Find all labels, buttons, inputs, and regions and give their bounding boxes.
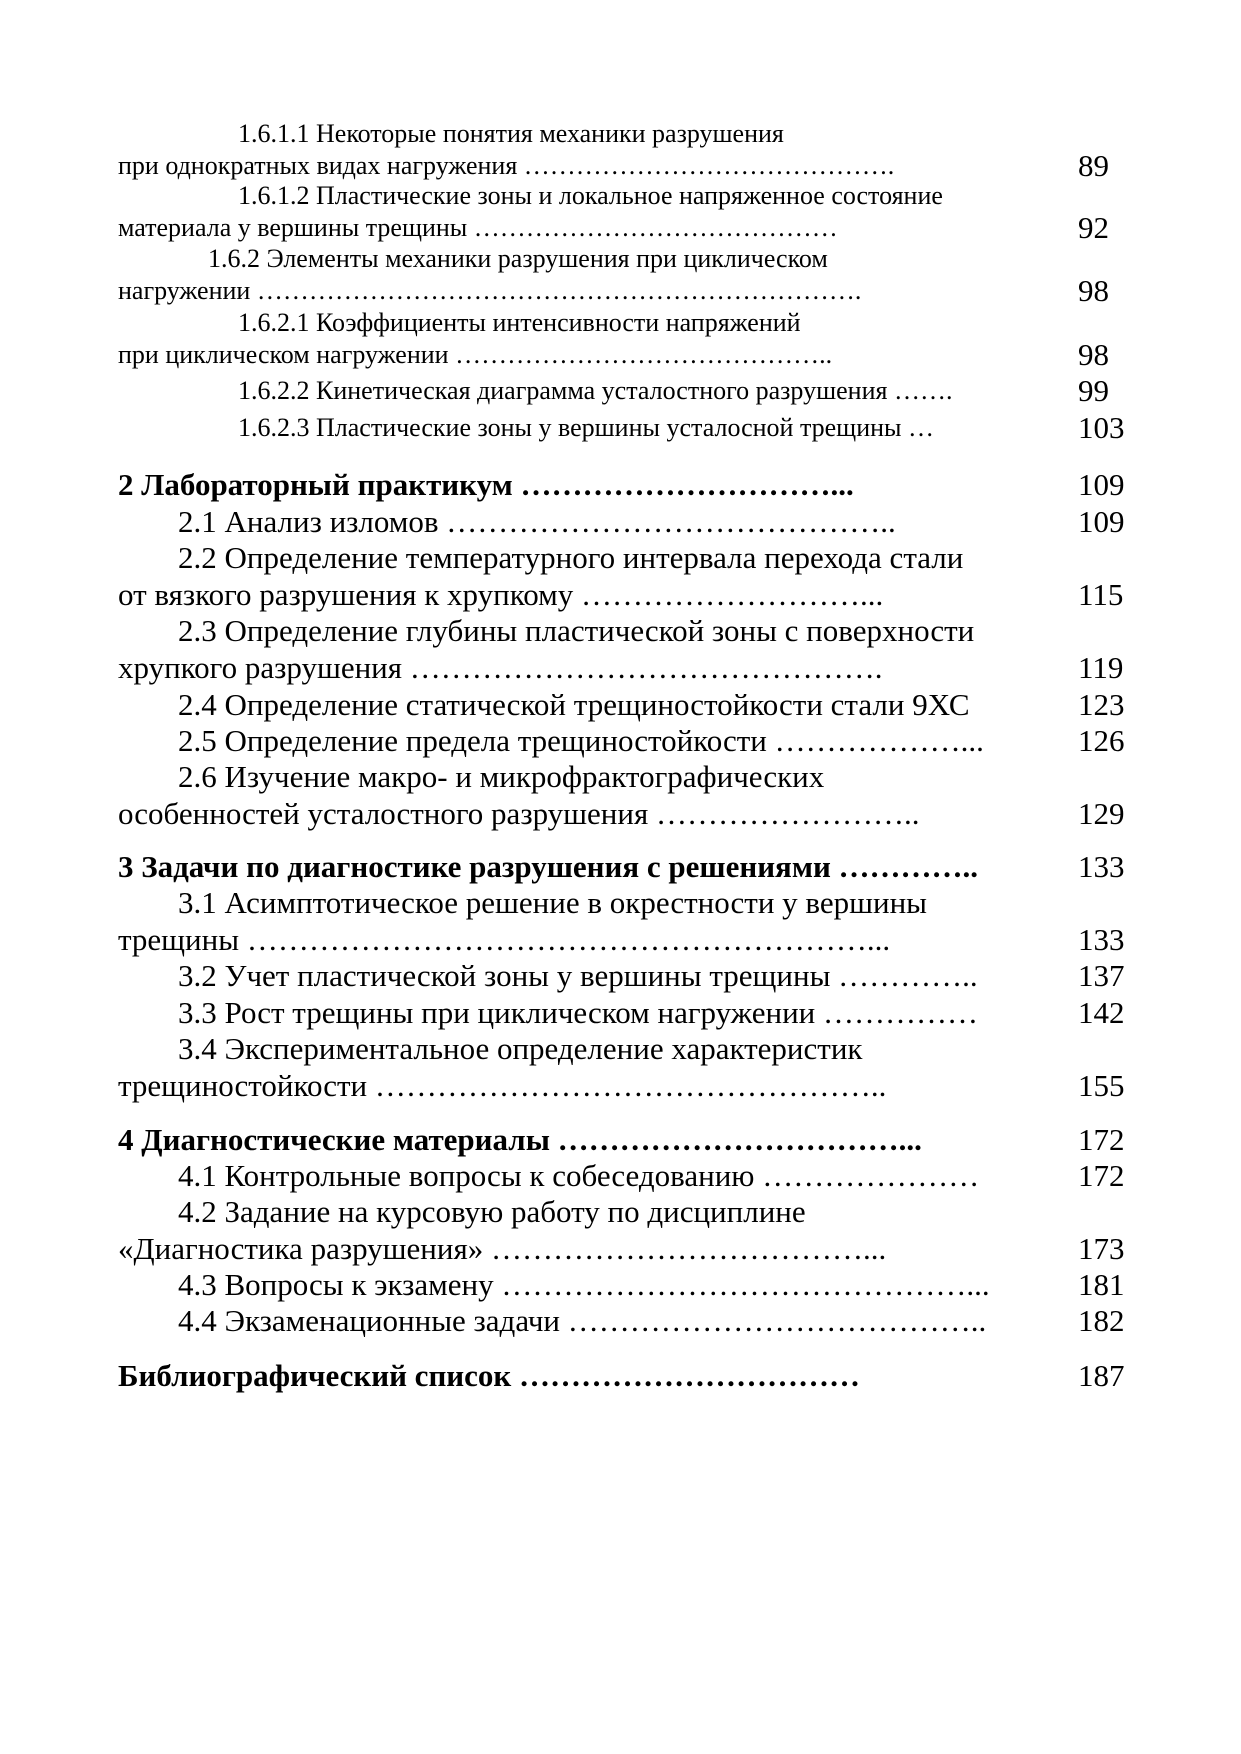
- toc-entry: [118, 612, 1128, 686]
- toc-page-number: 123: [1078, 687, 1125, 722]
- toc-chapter-text: 4 Диагностические материалы ……………………………...: [118, 1122, 922, 1157]
- toc-entry-text: «Диагностика разрушения» ………………………………...: [118, 1231, 887, 1266]
- toc-entry-text: хрупкого разрушения ……………………………………….: [118, 650, 883, 685]
- toc-entry-text: 1.6.1.1 Некоторые понятия механики разрушения: [238, 119, 784, 148]
- toc-entry: [118, 884, 1128, 958]
- toc-entry-text: 3.4 Экспериментальное определение характеристик: [178, 1031, 863, 1066]
- toc-page-number: 172: [1078, 1122, 1125, 1157]
- toc-page-number: 119: [1078, 650, 1124, 685]
- toc-entry-text: 1.6.2.2 Кинетическая диаграмма усталостного разрушения …….: [238, 376, 953, 405]
- toc-entry: [118, 118, 1128, 182]
- toc-chapter: [118, 848, 1128, 885]
- toc-chapter: [118, 466, 1128, 503]
- toc-entry-text: 3.1 Асимптотическое решение в окрестности у вершины: [178, 885, 928, 920]
- toc-page-number: 109: [1078, 504, 1125, 539]
- toc-page-number: 129: [1078, 796, 1125, 831]
- toc-page-number: 155: [1078, 1068, 1125, 1103]
- toc-entry-text: при циклическом нагружении ……………………………………..: [118, 340, 833, 369]
- toc-entry: [118, 412, 1128, 444]
- toc-page-number: 98: [1078, 273, 1109, 308]
- toc-entry-text: 1.6.2.3 Пластические зоны у вершины усталосной трещины …: [238, 413, 934, 442]
- toc-page-number: 98: [1078, 337, 1109, 372]
- toc-entry-text: 2.1 Анализ изломов ……………………………………..: [178, 504, 896, 539]
- toc-entry-text: 1.6.2 Элементы механики разрушения при циклическом: [208, 244, 828, 273]
- toc-entry: [118, 1266, 1128, 1303]
- toc-entry: [118, 758, 1128, 832]
- toc-entry-text: материала у вершины трещины ……………………………………: [118, 213, 838, 242]
- toc-page-number: 89: [1078, 148, 1109, 183]
- toc-entry-text: при однократных видах нагружения …………………………………….: [118, 151, 895, 180]
- toc-entry: [118, 539, 1128, 613]
- toc-page-number: 187: [1078, 1358, 1125, 1393]
- toc-entry-text: 4.3 Вопросы к экзамену ………………………………………...: [178, 1267, 990, 1302]
- toc-page-number: 142: [1078, 995, 1125, 1030]
- toc-entry-text: 2.2 Определение температурного интервала перехода стали: [178, 540, 964, 575]
- toc-entry-text: 4.4 Экзаменационные задачи …………………………………..: [178, 1303, 987, 1338]
- toc-entry: [118, 1193, 1128, 1267]
- toc-page-number: 181: [1078, 1267, 1125, 1302]
- toc-entry-text: 2.5 Определение предела трещиностойкости ………………...: [178, 723, 984, 758]
- toc-chapter-text: 3 Задачи по диагностике разрушения с решениями …………..: [118, 849, 979, 884]
- toc-entry: [118, 503, 1128, 540]
- toc-page-number: 173: [1078, 1231, 1125, 1266]
- toc-chapter-text: 2 Лабораторный практикум …………………………...: [118, 467, 854, 502]
- toc-entry-text: 3.2 Учет пластической зоны у вершины трещины …………..: [178, 958, 978, 993]
- toc-page-number: 99: [1078, 373, 1109, 408]
- toc-entry: [118, 1157, 1128, 1194]
- toc-chapter: [118, 1357, 1128, 1394]
- toc-entry: [118, 307, 1128, 371]
- toc-entry-text: от вязкого разрушения к хрупкому ………………………...: [118, 577, 884, 612]
- toc-entry: [118, 180, 1128, 244]
- toc-page-number: 172: [1078, 1158, 1125, 1193]
- toc-page-number: 137: [1078, 958, 1125, 993]
- toc-entry-text: 4.2 Задание на курсовую работу по дисциплине: [178, 1194, 806, 1229]
- toc-entry: [118, 1302, 1128, 1339]
- toc-page-number: 133: [1078, 922, 1125, 957]
- toc-entry: [118, 243, 1128, 307]
- toc-entry-text: 1.6.1.2 Пластические зоны и локальное напряженное состояние: [238, 181, 943, 210]
- toc-entry-text: 2.6 Изучение макро- и микрофрактографических: [178, 759, 825, 794]
- toc-page-number: 103: [1078, 410, 1125, 445]
- toc-entry-text: 2.3 Определение глубины пластической зоны с поверхности: [178, 613, 975, 648]
- toc-page-number: 133: [1078, 849, 1125, 884]
- toc-entry: [118, 686, 1128, 723]
- toc-entry-text: трещины ……………………………………………………...: [118, 922, 891, 957]
- toc-page-number: 109: [1078, 467, 1125, 502]
- toc-page-number: 92: [1078, 210, 1109, 245]
- toc-entry: [118, 1030, 1128, 1104]
- toc-page-number: 115: [1078, 577, 1124, 612]
- toc-entry: [118, 722, 1128, 759]
- toc-entry-text: нагружении …………………………………………………………….: [118, 276, 862, 305]
- toc-page-number: 126: [1078, 723, 1125, 758]
- toc-entry-text: 3.3 Рост трещины при циклическом нагружении ……………: [178, 995, 979, 1030]
- toc-chapter-text: Библиографический список ……………………………: [118, 1358, 861, 1393]
- toc-page-number: 182: [1078, 1303, 1125, 1338]
- toc-entry: [118, 994, 1128, 1031]
- toc-entry-text: 1.6.2.1 Коэффициенты интенсивности напряжений: [238, 308, 801, 337]
- toc-entry: [118, 957, 1128, 994]
- toc-entry-text: особенностей усталостного разрушения ……………………..: [118, 796, 920, 831]
- toc-entry-text: трещиностойкости …………………………………………..: [118, 1068, 887, 1103]
- toc-entry-text: 2.4 Определение статической трещиностойкости стали 9ХС: [178, 687, 970, 722]
- toc-entry-text: 4.1 Контрольные вопросы к собеседованию …………………: [178, 1158, 980, 1193]
- toc-chapter: [118, 1121, 1128, 1158]
- toc-entry: [118, 375, 1128, 407]
